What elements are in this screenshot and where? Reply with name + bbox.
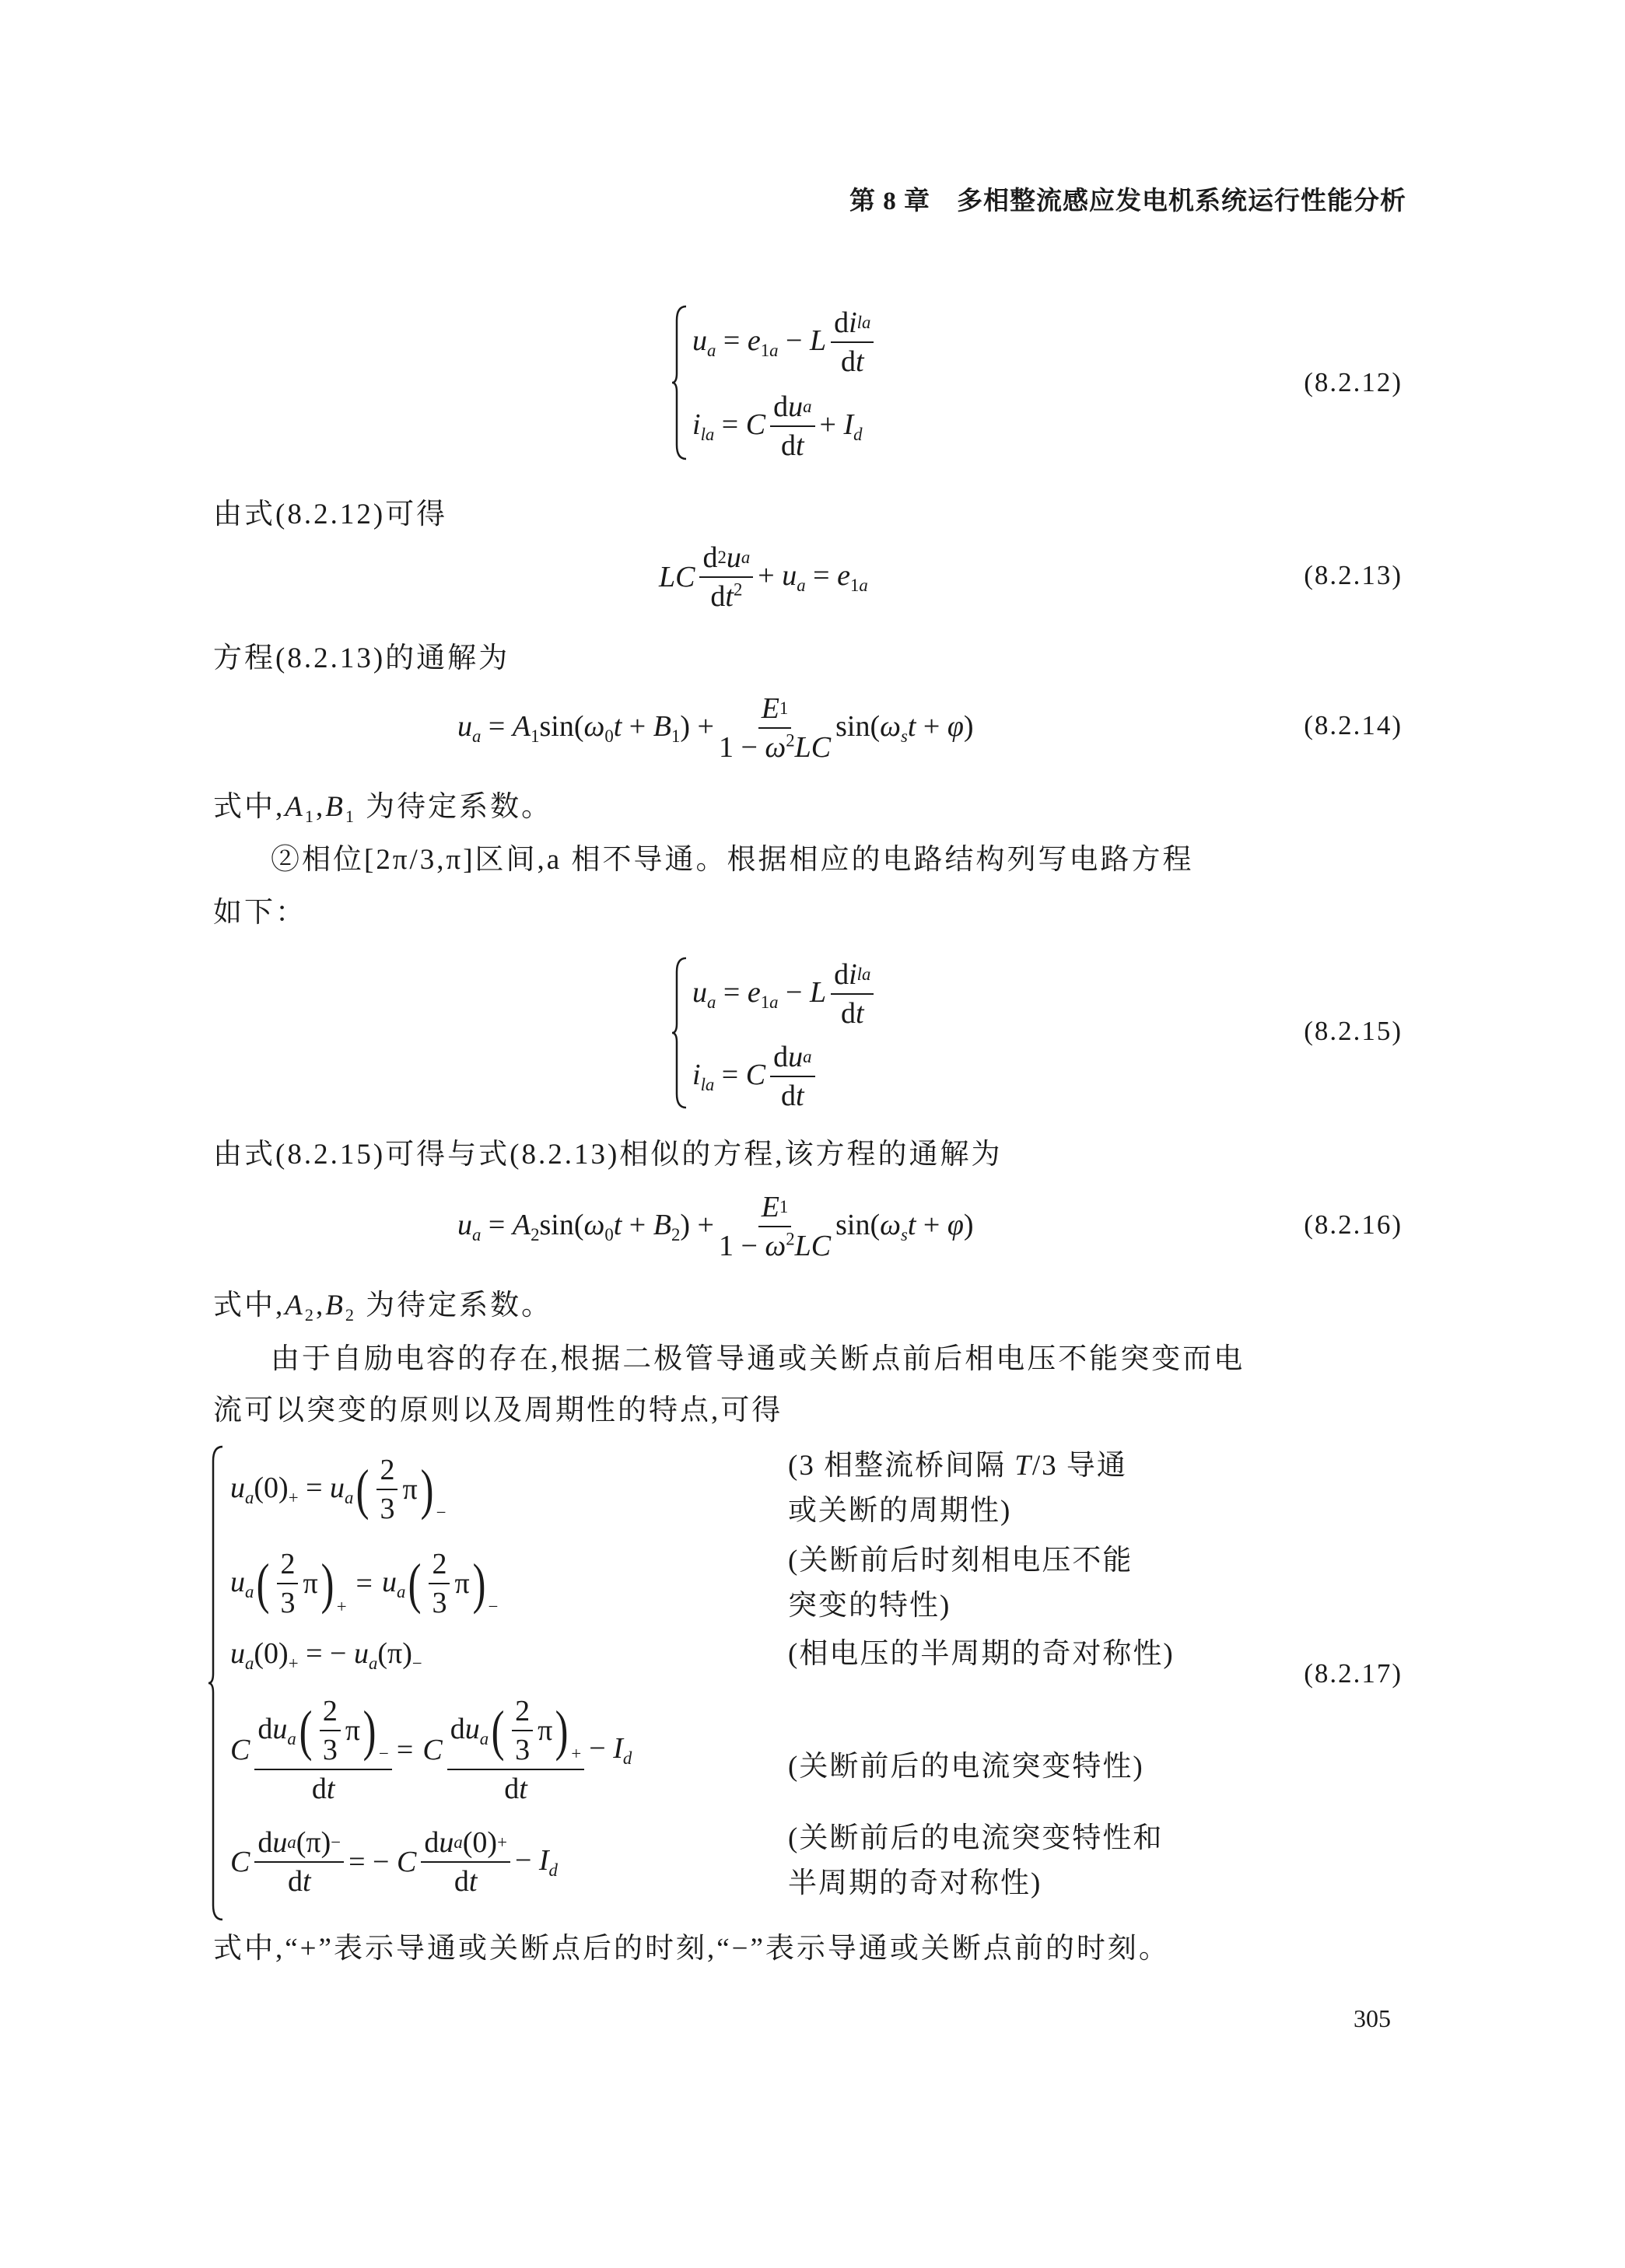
- annotation: (相电压的半周期的奇对称性): [788, 1638, 1175, 1670]
- eq-term: $u_a$: [230, 1566, 254, 1601]
- eq-term: $u_a(0)_+ = u_a$: [230, 1472, 354, 1507]
- condition-row-5: [230, 1825, 558, 1899]
- paragraph: 流可以突变的原则以及周期性的特点,可得: [213, 1395, 783, 1426]
- numerator: d u a (π) −: [254, 1825, 344, 1863]
- denominator: 3: [280, 1587, 296, 1619]
- denominator: dt: [840, 345, 864, 378]
- annotation: (关断前后的电流突变特性和: [788, 1822, 1164, 1854]
- pi: π: [454, 1567, 470, 1600]
- eq-term: LC: [659, 561, 695, 593]
- equation-number: (8.2.14): [1304, 710, 1403, 740]
- eq-term: $u_a = e_{1a} - L$: [692, 324, 827, 360]
- denominator: dt: [781, 1080, 804, 1112]
- condition-row-1: $u_a(0)_+ = u_a$ ( $\frac{2}{3}$ π ) −: [230, 1454, 447, 1525]
- running-header: 第 8 章 多相整流感应发电机系统运行性能分析: [849, 187, 1406, 215]
- annotation: (关断前后的电流突变特性): [788, 1751, 1144, 1783]
- denominator: 3: [380, 1493, 395, 1525]
- eq-term: = − C: [348, 1846, 417, 1878]
- paragraph: 式中,“+”表示导通或关断点后的时刻,“−”表示导通或关断点前的时刻。: [213, 1933, 1170, 1965]
- denominator: 3: [515, 1734, 531, 1766]
- equation-number: (8.2.13): [1304, 560, 1403, 590]
- numerator: d 2 u a: [699, 541, 753, 578]
- eq-term: =: [355, 1567, 373, 1600]
- pi: π: [345, 1714, 360, 1747]
- page-number: 305: [1354, 2004, 1391, 2032]
- denominator: 3: [322, 1734, 338, 1766]
- numerator: 2: [320, 1694, 341, 1731]
- eq-term: $u_a(0)_+$ = − $u_a(\pi)_-$: [230, 1637, 422, 1673]
- eq-term: C: [230, 1846, 250, 1878]
- paragraph: 由式(8.2.12)可得: [213, 499, 448, 530]
- paragraph: 由式(8.2.15)可得与式(8.2.13)相似的方程,该方程的通解为: [213, 1139, 1003, 1171]
- subscript: +: [336, 1597, 347, 1616]
- eq-term: $\sin(\omega_st + \varphi)$: [835, 710, 974, 746]
- paragraph: 由于自励电容的存在,根据二极管导通或关断点前后相电压不能突变而电: [271, 1343, 1245, 1375]
- numerator: 2: [376, 1453, 397, 1490]
- subscript: −: [488, 1597, 499, 1616]
- eq-term: $u_a = A_2\sin(\omega_0t + B_2)$ +: [457, 1209, 714, 1244]
- denominator: dt: [504, 1773, 527, 1805]
- eq-term: − $I_d$: [589, 1732, 632, 1768]
- paragraph: 方程(8.2.13)的通解为: [213, 642, 510, 674]
- condition-row-2: $u_a$ ( $\frac{2}{3}$ π ) + = $u_a$ ( $\frac{2}{3}$ π ) −: [230, 1548, 499, 1619]
- left-brace: [671, 957, 689, 1109]
- eq-term: C: [422, 1734, 443, 1766]
- eq-term: $du_a$: [450, 1713, 489, 1748]
- equation-number: (8.2.17): [1304, 1658, 1403, 1689]
- annotation: (3 相整流桥间隔 T/3 导通: [788, 1450, 1127, 1482]
- equation-number: (8.2.16): [1304, 1209, 1403, 1240]
- numerator: d u a (0) +: [421, 1825, 510, 1863]
- paragraph: ②相位[2π/3,π]区间,a 相不导通。根据相应的电路结构列写电路方程: [271, 844, 1194, 876]
- equation-number: (8.2.15): [1304, 1016, 1403, 1046]
- eq-term: $u_a$: [381, 1566, 406, 1601]
- numerator: E 1: [758, 691, 792, 729]
- pi: π: [303, 1567, 318, 1600]
- denominator: $1 - \omega^2LC$: [718, 730, 832, 764]
- subscript: −: [379, 1744, 389, 1763]
- eq-term: $\sin(\omega_st + \varphi)$: [835, 1209, 974, 1244]
- denominator: dt: [311, 1773, 335, 1805]
- condition-row-3: [230, 1636, 422, 1674]
- denominator: dt: [287, 1865, 311, 1898]
- equation-number: (8.2.12): [1304, 367, 1403, 397]
- numerator: 2: [429, 1547, 450, 1584]
- paragraph: 如下：: [213, 897, 306, 929]
- eq-term: C: [230, 1734, 250, 1766]
- numerator: d u a: [770, 390, 814, 427]
- denominator: $1 - \omega^2LC$: [718, 1229, 832, 1262]
- paragraph: 式中$,A_1,B_1$ 为待定系数。: [213, 791, 553, 826]
- eq-term: + $u_a = e_{1a}$: [758, 559, 868, 595]
- left-brace: [671, 305, 689, 460]
- pi: π: [538, 1714, 553, 1747]
- numerator: d u a: [770, 1040, 814, 1077]
- denominator: $dt^2$: [710, 579, 743, 613]
- pi: π: [402, 1473, 418, 1506]
- annotation: 突变的特性): [788, 1590, 951, 1622]
- numerator: 2: [277, 1547, 298, 1584]
- annotation: 或关断的周期性): [788, 1495, 1012, 1527]
- condition-row-4: C $du_a$ ( $\frac{2}{3}$ π ) − dt = C $du_a$ ( $\frac{2}{3}$ π ) + dt − $I_d$: [230, 1695, 632, 1805]
- annotation: (关断前后时刻相电压不能: [788, 1545, 1133, 1577]
- eq-term: $du_a$: [257, 1713, 296, 1748]
- eq-term: + $I_d$: [819, 408, 863, 444]
- eq-term: $i_{la} = C$: [692, 408, 766, 444]
- left-brace: [207, 1445, 226, 1921]
- subscript: +: [571, 1744, 582, 1763]
- eq-term: $u_a = A_1\sin(\omega_0t + B_1)$ +: [457, 710, 714, 746]
- denominator: dt: [454, 1865, 478, 1898]
- numerator: 2: [512, 1694, 533, 1731]
- paragraph: 式中$,A_2,B_2$ 为待定系数。: [213, 1290, 553, 1325]
- denominator: 3: [432, 1587, 447, 1619]
- eq-term: − $I_d$: [514, 1844, 558, 1880]
- denominator: dt: [840, 997, 864, 1030]
- numerator: d i la: [831, 957, 874, 995]
- eq-term: $u_a = e_{1a} - L$: [692, 976, 827, 1012]
- numerator: E 1: [758, 1190, 792, 1227]
- denominator: dt: [781, 429, 804, 462]
- eq-term: $i_{la} = C$: [692, 1059, 766, 1094]
- numerator: d i la: [831, 306, 874, 343]
- subscript: −: [436, 1503, 447, 1522]
- eq-term: =: [396, 1734, 414, 1766]
- annotation: 半周期的奇对称性): [788, 1867, 1042, 1899]
